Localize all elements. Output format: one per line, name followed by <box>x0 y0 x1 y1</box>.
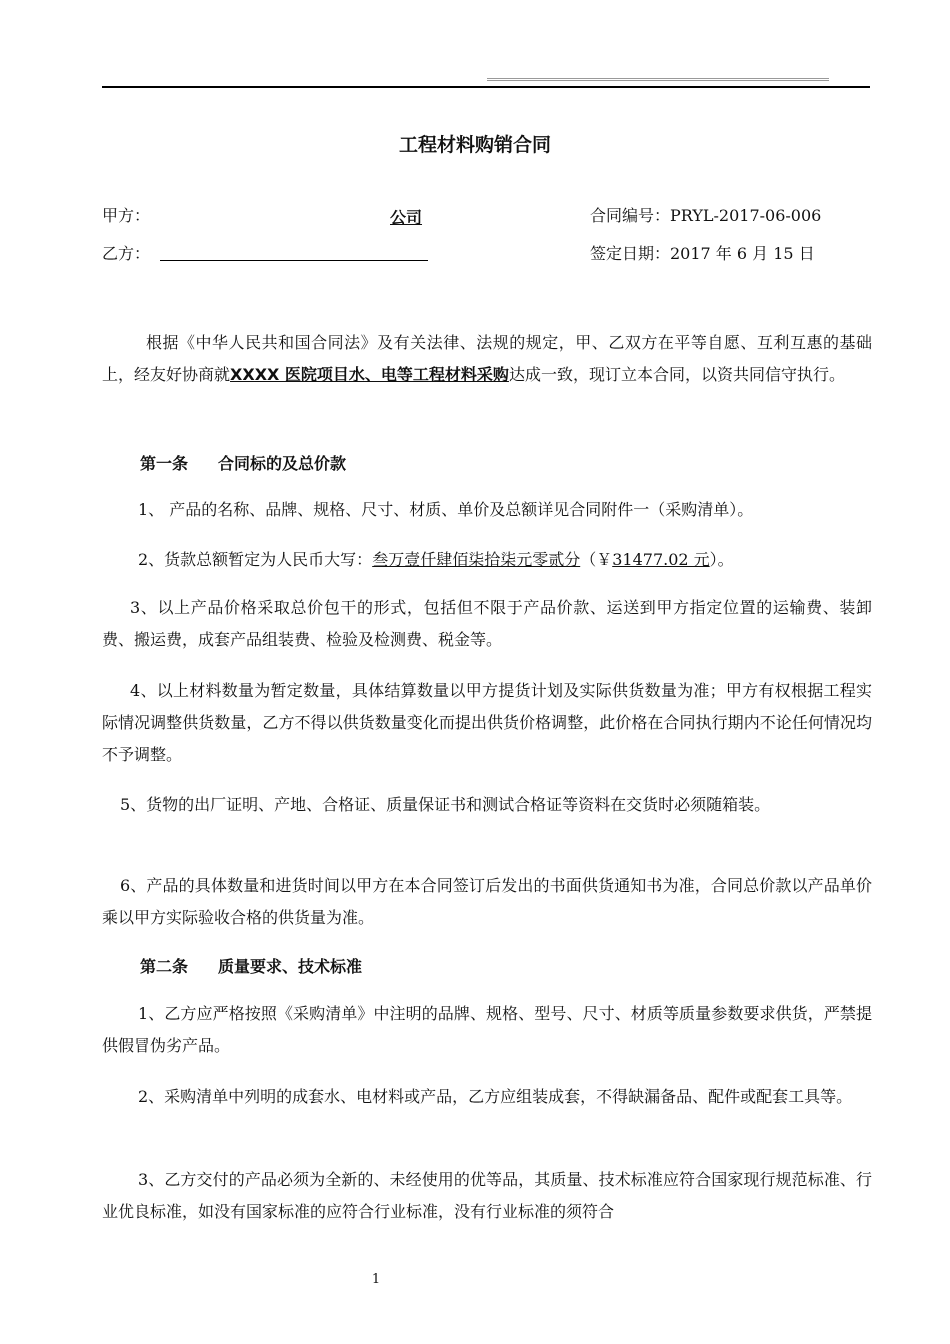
intro-text: 根据《中华人民共和国合同法》及有关法律、法规的规定，甲、乙双方在平等自愿、互利互惠的基础上，经友好协商就 <box>102 333 872 384</box>
document-title: 工程材料购销合同 <box>398 134 551 156</box>
amount-suffix: ）。 <box>709 550 734 569</box>
party-b-blank-line <box>160 260 428 261</box>
header-double-rule <box>487 78 829 81</box>
intro-paragraph <box>102 327 872 391</box>
sign-date: 签定日期：2017 年 6 月 15 日 <box>590 244 815 263</box>
article-1-item-1: 1、 产品的名称、品牌、规格、尺寸、材质、单价及总额详见合同附件一（采购清单）。 <box>138 500 754 519</box>
party-a-label: 甲方： <box>102 206 151 225</box>
contract-number: 合同编号：PRYL-2017-06-006 <box>590 206 822 225</box>
party-b-label: 乙方： <box>102 244 151 263</box>
amount-in-words: 叁万壹仟肆佰柒拾柒元零贰分 <box>372 550 581 569</box>
article-2-heading <box>140 956 362 978</box>
article-2-number: 第二条 <box>140 957 189 976</box>
amount-number: 31477.02 元 <box>612 550 710 569</box>
party-a-name: 公司 <box>390 208 423 227</box>
header-rule <box>102 86 870 88</box>
article-1-heading <box>140 453 346 475</box>
article-1-title: 合同标的及总价款 <box>218 454 347 473</box>
article-1-item-2 <box>102 544 872 576</box>
article-2-item-1: 1、乙方应严格按照《采购清单》中注明的品牌、规格、型号、尺寸、材质等质量参数要求供货，严禁提供假冒伪劣产品。 <box>102 1004 872 1055</box>
article-1-item-5: 5、货物的出厂证明、产地、合格证、质量保证书和测试合格证等资料在交货时必须随箱装。 <box>120 795 771 814</box>
article-1-item-6: 6、产品的具体数量和进货时间以甲方在本合同签订后发出的书面供货通知书为准，合同总价款以产品单价乘以甲方实际验收合格的供货量为准。 <box>102 876 872 927</box>
amount-mid: （￥ <box>580 550 613 569</box>
amount-prefix: 2、货款总额暂定为人民币大写： <box>138 550 373 569</box>
page-number: 1 <box>371 1272 381 1287</box>
article-2-item-2: 2、采购清单中列明的成套水、电材料或产品，乙方应组装成套，不得缺漏备品、配件或配套工具等。 <box>138 1087 853 1106</box>
article-1-item-4: 4、以上材料数量为暂定数量，具体结算数量以甲方提货计划及实际供货数量为准；甲方有权根据工程实际情况调整供货数量，乙方不得以供货数量变化而提出供货价格调整，此价格在合同执行期内不论任何情况均不予调整。 <box>102 681 872 764</box>
article-2-title: 质量要求、技术标准 <box>218 957 363 976</box>
project-name: XXXX 医院项目水、电等工程材料采购 <box>230 365 509 384</box>
intro-text-end: 达成一致，现订立本合同，以资共同信守执行。 <box>508 365 845 384</box>
article-1-item-3: 3、以上产品价格采取总价包干的形式，包括但不限于产品价款、运送到甲方指定位置的运输费、装卸费、搬运费，成套产品组装费、检验及检测费、税金等。 <box>102 598 872 649</box>
article-2-item-3: 3、乙方交付的产品必须为全新的、未经使用的优等品，其质量、技术标准应符合国家现行规范标准、行业优良标准，如没有国家标准的应符合行业标准，没有行业标准的须符合 <box>102 1170 872 1221</box>
article-1-number: 第一条 <box>140 454 189 473</box>
